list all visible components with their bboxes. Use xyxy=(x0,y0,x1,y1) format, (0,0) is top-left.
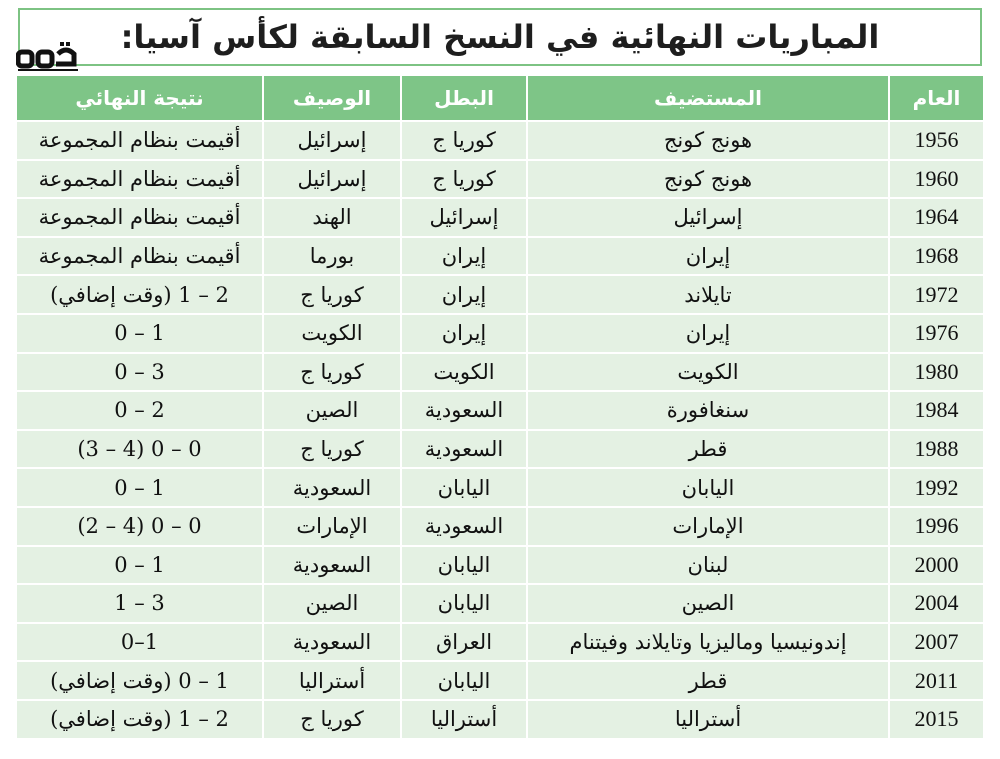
cell-host: سنغافورة xyxy=(527,391,889,430)
cell-result: 1 – 0 xyxy=(17,546,263,585)
cell-result: 2 – 1 (وقت إضافي) xyxy=(17,275,263,314)
table-row xyxy=(17,546,983,585)
cell-year: 2011 xyxy=(889,661,983,700)
cell-champion: اليابان xyxy=(401,546,527,585)
header-host: المستضيف xyxy=(527,76,889,121)
cell-runner-up: كوريا ج xyxy=(263,700,401,738)
cell-year: 1960 xyxy=(889,160,983,199)
cell-runner-up: الصين xyxy=(263,391,401,430)
cell-year: 1980 xyxy=(889,353,983,392)
cell-host: إسرائيل xyxy=(527,198,889,237)
cell-result: 1 – 0 xyxy=(17,314,263,353)
cell-year: 1972 xyxy=(889,275,983,314)
cell-champion: إيران xyxy=(401,237,527,276)
cell-result: أقيمت بنظام المجموعة xyxy=(17,121,263,160)
cell-host: الكويت xyxy=(527,353,889,392)
table-row xyxy=(17,623,983,662)
cell-runner-up: كوريا ج xyxy=(263,430,401,469)
cell-runner-up: أستراليا xyxy=(263,661,401,700)
cell-result: 0 – 0 (4 – 3) xyxy=(17,430,263,469)
cell-result: أقيمت بنظام المجموعة xyxy=(17,198,263,237)
table-row xyxy=(17,198,983,237)
cell-runner-up: كوريا ج xyxy=(263,275,401,314)
table-row xyxy=(17,468,983,507)
cell-host: إيران xyxy=(527,237,889,276)
table-body xyxy=(17,121,983,738)
finals-table-wrapper xyxy=(17,76,983,738)
cell-result: 0 – 0 (4 – 2) xyxy=(17,507,263,546)
cell-champion: اليابان xyxy=(401,468,527,507)
cell-host: اليابان xyxy=(527,468,889,507)
cell-host: هونج كونج xyxy=(527,160,889,199)
table-row xyxy=(17,507,983,546)
table-row xyxy=(17,700,983,738)
cell-champion: إيران xyxy=(401,275,527,314)
header-runner-up: الوصيف xyxy=(263,76,401,121)
cell-result: 1–0 xyxy=(17,623,263,662)
table-header-row xyxy=(17,76,983,121)
cell-host: قطر xyxy=(527,661,889,700)
table-row xyxy=(17,391,983,430)
cell-runner-up: الصين xyxy=(263,584,401,623)
cell-champion: اليابان xyxy=(401,661,527,700)
table-row xyxy=(17,160,983,199)
cell-champion: أستراليا xyxy=(401,700,527,738)
table-row xyxy=(17,275,983,314)
cell-year: 2004 xyxy=(889,584,983,623)
table-row xyxy=(17,661,983,700)
cell-champion: العراق xyxy=(401,623,527,662)
table-row xyxy=(17,314,983,353)
cell-host: الصين xyxy=(527,584,889,623)
cell-year: 1964 xyxy=(889,198,983,237)
cell-result: 1 – 0 (وقت إضافي) xyxy=(17,661,263,700)
table-row xyxy=(17,121,983,160)
cell-result: 3 – 1 xyxy=(17,584,263,623)
header-champion: البطل xyxy=(401,76,527,121)
cell-year: 1992 xyxy=(889,468,983,507)
title-box xyxy=(18,8,982,66)
cell-result: 1 – 0 xyxy=(17,468,263,507)
cell-host: قطر xyxy=(527,430,889,469)
cell-champion: السعودية xyxy=(401,507,527,546)
cell-year: 1956 xyxy=(889,121,983,160)
cell-champion: كوريا ج xyxy=(401,160,527,199)
finals-table xyxy=(17,76,983,738)
cell-runner-up: السعودية xyxy=(263,623,401,662)
cell-runner-up: السعودية xyxy=(263,468,401,507)
cell-year: 1996 xyxy=(889,507,983,546)
header-result: نتيجة النهائي xyxy=(17,76,263,121)
cell-year: 1984 xyxy=(889,391,983,430)
cell-champion: اليابان xyxy=(401,584,527,623)
cell-runner-up: السعودية xyxy=(263,546,401,585)
cell-year: 1968 xyxy=(889,237,983,276)
cell-runner-up: الإمارات xyxy=(263,507,401,546)
cell-host: أستراليا xyxy=(527,700,889,738)
cell-runner-up: بورما xyxy=(263,237,401,276)
cell-champion: إسرائيل xyxy=(401,198,527,237)
cell-host: إندونيسيا وماليزيا وتايلاند وفيتنام xyxy=(527,623,889,662)
cell-runner-up: الهند xyxy=(263,198,401,237)
cell-champion: كوريا ج xyxy=(401,121,527,160)
cell-host: تايلاند xyxy=(527,275,889,314)
cell-runner-up: إسرائيل xyxy=(263,121,401,160)
cell-result: 3 – 0 xyxy=(17,353,263,392)
cell-host: هونج كونج xyxy=(527,121,889,160)
cell-champion: الكويت xyxy=(401,353,527,392)
cell-result: 2 – 1 (وقت إضافي) xyxy=(17,700,263,738)
cell-result: أقيمت بنظام المجموعة xyxy=(17,160,263,199)
cell-host: إيران xyxy=(527,314,889,353)
cell-runner-up: كوريا ج xyxy=(263,353,401,392)
cell-year: 1976 xyxy=(889,314,983,353)
cell-year: 1988 xyxy=(889,430,983,469)
cell-runner-up: الكويت xyxy=(263,314,401,353)
table-row xyxy=(17,353,983,392)
table-row xyxy=(17,430,983,469)
cell-champion: السعودية xyxy=(401,391,527,430)
cell-result: 2 – 0 xyxy=(17,391,263,430)
page-title: المباريات النهائية في النسخ السابقة لكأس آسيا: xyxy=(120,18,880,56)
cell-runner-up: إسرائيل xyxy=(263,160,401,199)
cell-host: الإمارات xyxy=(527,507,889,546)
cell-year: 2015 xyxy=(889,700,983,738)
cell-champion: السعودية xyxy=(401,430,527,469)
makkah-logo xyxy=(16,42,80,72)
cell-year: 2007 xyxy=(889,623,983,662)
cell-host: لبنان xyxy=(527,546,889,585)
table-row xyxy=(17,584,983,623)
cell-year: 2000 xyxy=(889,546,983,585)
header-year: العام xyxy=(889,76,983,121)
table-row xyxy=(17,237,983,276)
cell-champion: إيران xyxy=(401,314,527,353)
cell-result: أقيمت بنظام المجموعة xyxy=(17,237,263,276)
